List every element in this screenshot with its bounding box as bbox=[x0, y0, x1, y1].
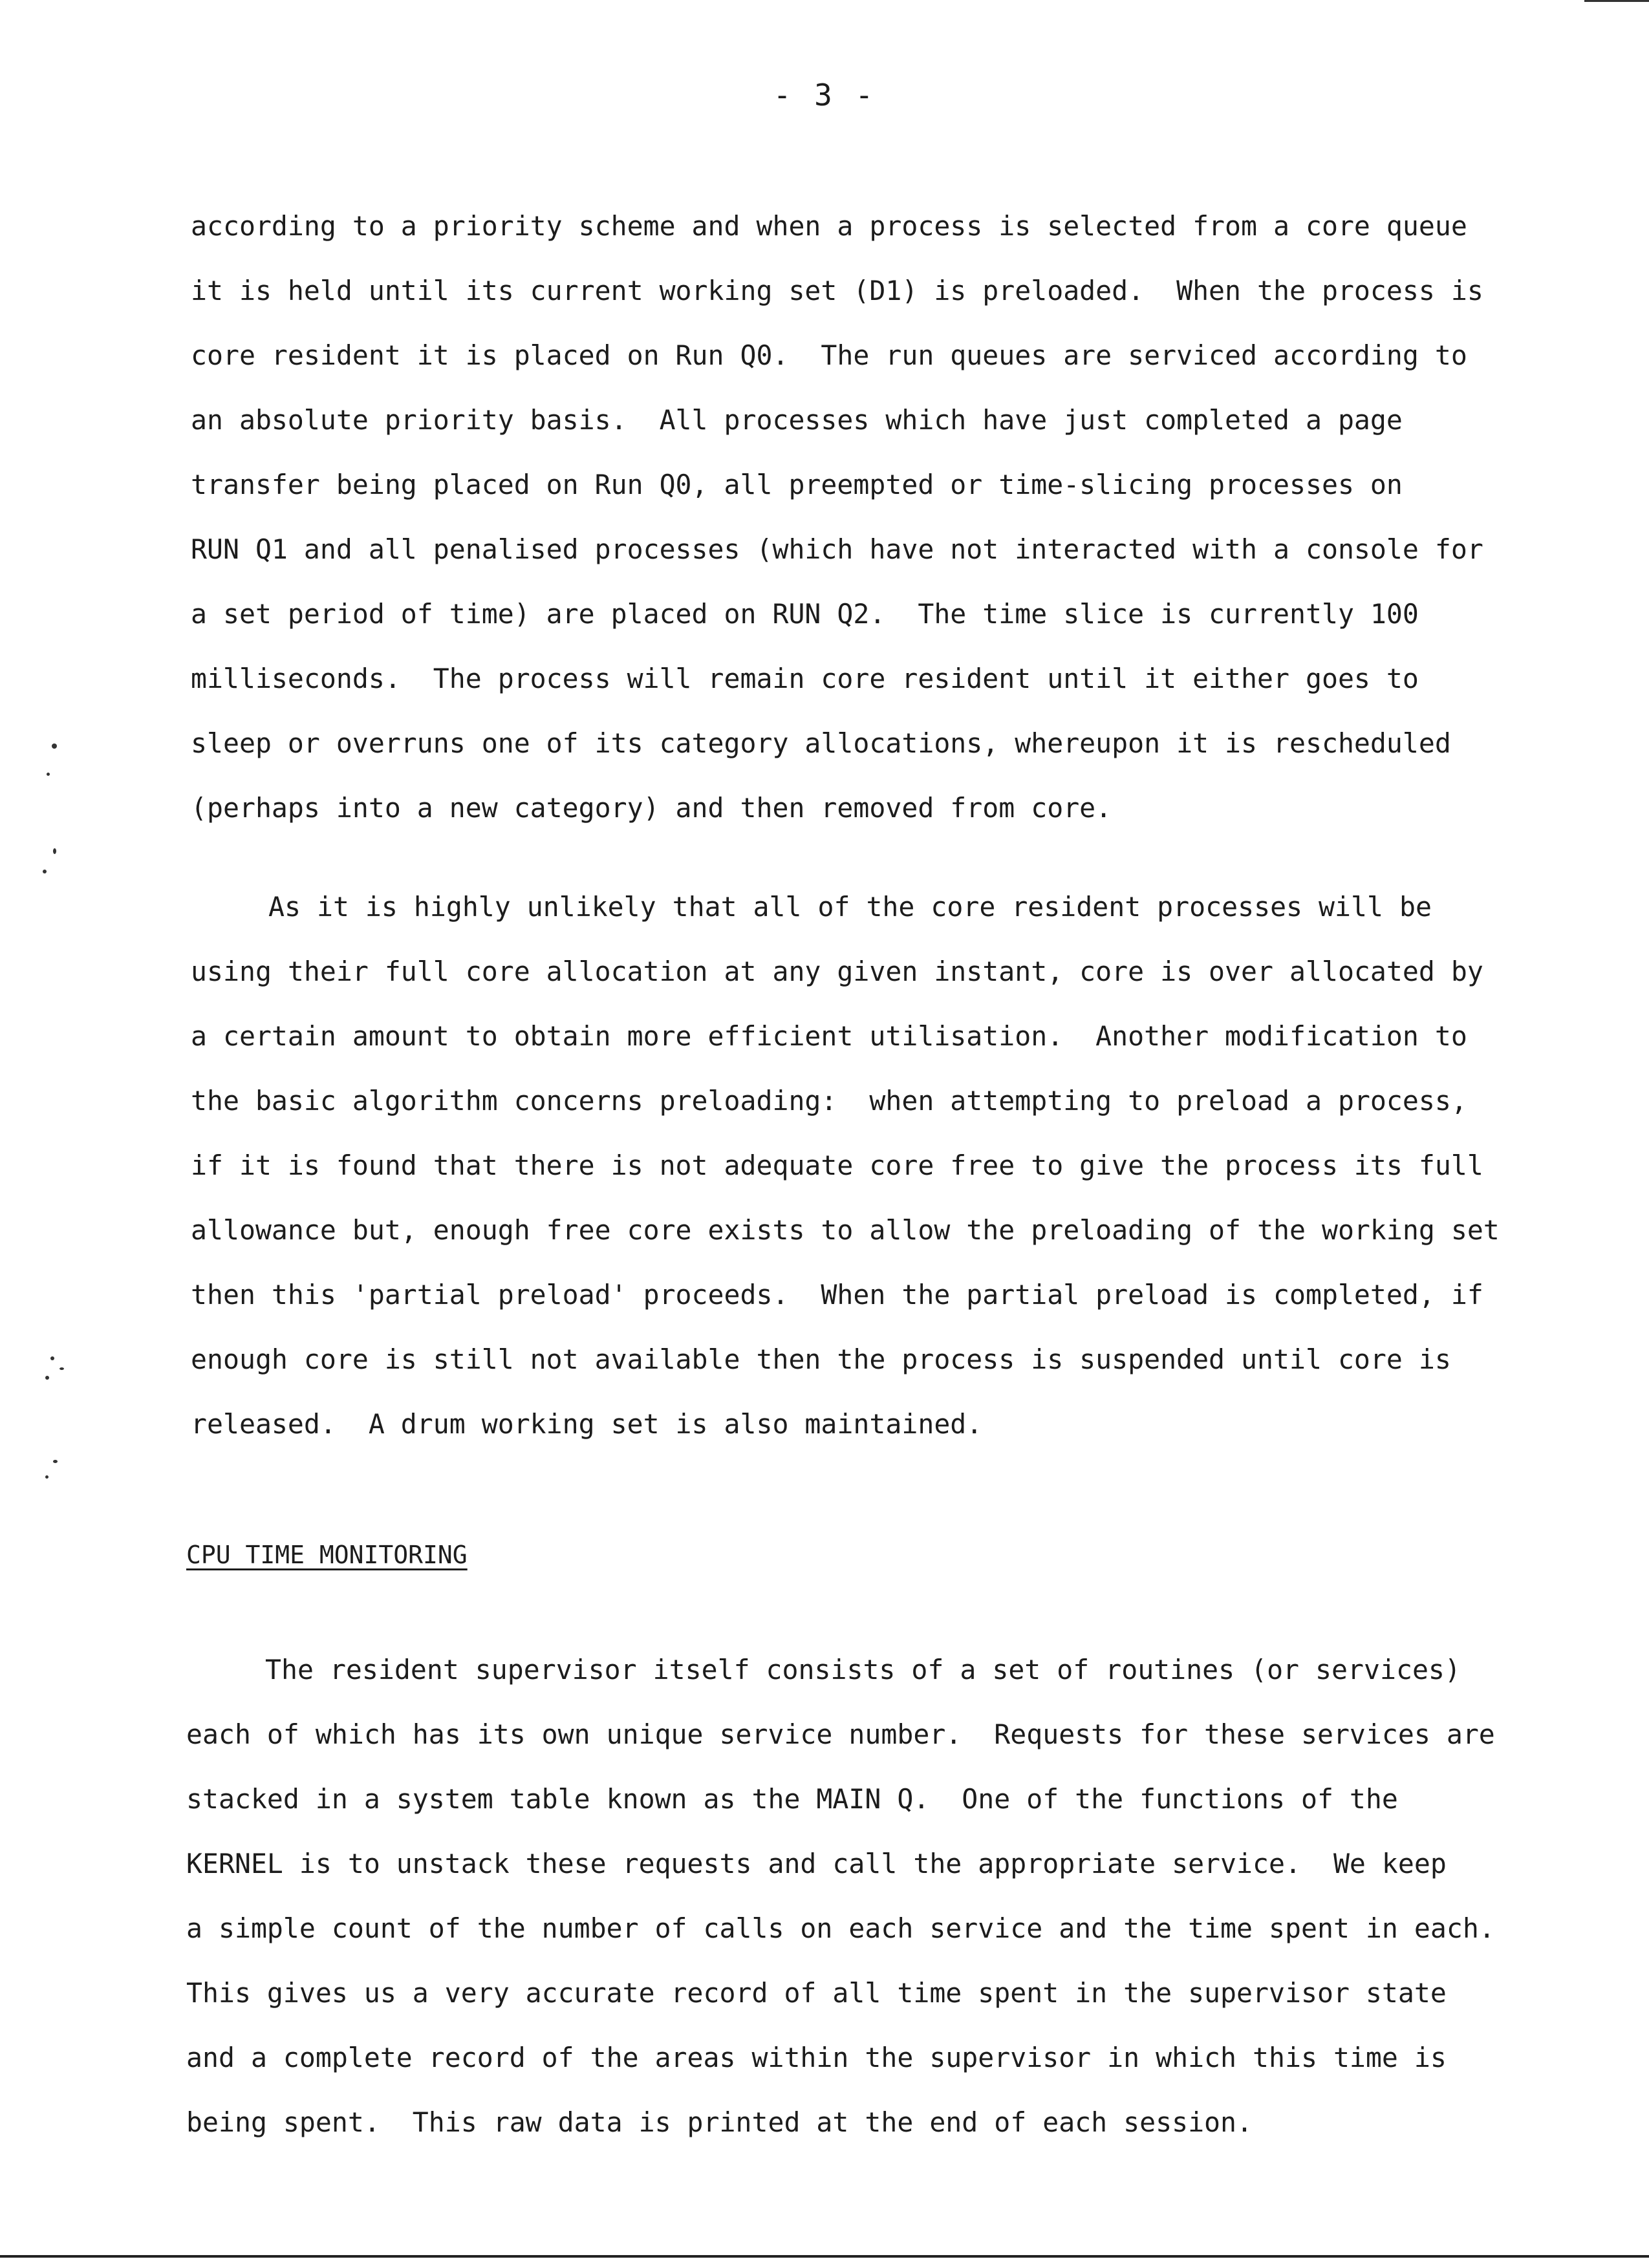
text-line: KERNEL is to unstack these requests and call the appropriate service. We keep bbox=[186, 1848, 1447, 1879]
scan-speck bbox=[45, 1376, 49, 1380]
text-line: allowance but, enough free core exists to allow the preloading of the working set bbox=[191, 1214, 1500, 1246]
text-line: The resident supervisor itself consists of a set of routines (or services) bbox=[265, 1654, 1461, 1685]
scan-speck bbox=[53, 848, 56, 854]
bottom-edge-rule bbox=[0, 2255, 1649, 2258]
text-line: milliseconds. The process will remain core resident until it either goes to bbox=[191, 663, 1419, 694]
text-line: (perhaps into a new category) and then removed from core. bbox=[191, 792, 1112, 824]
text-line: transfer being placed on Run Q0, all preempted or time-slicing processes on bbox=[191, 469, 1403, 500]
text-line: a set period of time) are placed on RUN Q2. The time slice is currently 100 bbox=[191, 598, 1419, 630]
scan-speck bbox=[53, 1460, 58, 1463]
text-line: then this 'partial preload' proceeds. When the partial preload is completed, if bbox=[191, 1279, 1483, 1311]
text-line: core resident it is placed on Run Q0. The run queues are serviced according to bbox=[191, 339, 1467, 371]
text-line: stacked in a system table known as the MAIN Q. One of the functions of the bbox=[186, 1783, 1398, 1815]
text-line: if it is found that there is not adequate core free to give the process its full bbox=[191, 1150, 1483, 1181]
text-line: a certain amount to obtain more efficient utilisation. Another modification to bbox=[191, 1020, 1467, 1052]
text-line: RUN Q1 and all penalised processes (which have not interacted with a console for bbox=[191, 533, 1483, 565]
scan-speck bbox=[45, 1475, 48, 1479]
scan-speck bbox=[47, 773, 50, 776]
text-line: and a complete record of the areas within the supervisor in which this time is bbox=[186, 2042, 1447, 2073]
text-line: an absolute priority basis. All processes which have just completed a page bbox=[191, 404, 1403, 436]
text-line: being spent. This raw data is printed at the end of each session. bbox=[186, 2106, 1253, 2138]
text-line: each of which has its own unique service number. Requests for these services are bbox=[186, 1718, 1495, 1750]
section-heading: CPU TIME MONITORING bbox=[186, 1541, 468, 1569]
text-line: it is held until its current working set (D1) is preloaded. When the process is bbox=[191, 275, 1483, 306]
scan-speck bbox=[50, 1356, 54, 1360]
text-line: sleep or overruns one of its category allocations, whereupon it is rescheduled bbox=[191, 727, 1451, 759]
text-line: This gives us a very accurate record of all time spent in the supervisor state bbox=[186, 1977, 1447, 2009]
text-line: according to a priority scheme and when a process is selected from a core queue bbox=[191, 210, 1467, 242]
text-line: As it is highly unlikely that all of the core resident processes will be bbox=[268, 891, 1432, 923]
scan-speck bbox=[59, 1367, 64, 1370]
text-line: using their full core allocation at any given instant, core is over allocated by bbox=[191, 956, 1483, 987]
text-line: a simple count of the number of calls on each service and the time spent in each. bbox=[186, 1912, 1495, 1944]
top-edge-rule bbox=[1584, 0, 1649, 2]
text-line: enough core is still not available then the process is suspended until core is bbox=[191, 1343, 1451, 1375]
page-number: - 3 - bbox=[773, 78, 876, 112]
scan-speck bbox=[43, 870, 47, 873]
text-line: released. A drum working set is also maintained. bbox=[191, 1408, 983, 1440]
text-line: the basic algorithm concerns preloading: when attempting to preload a process, bbox=[191, 1085, 1467, 1117]
scan-speck bbox=[52, 744, 57, 749]
